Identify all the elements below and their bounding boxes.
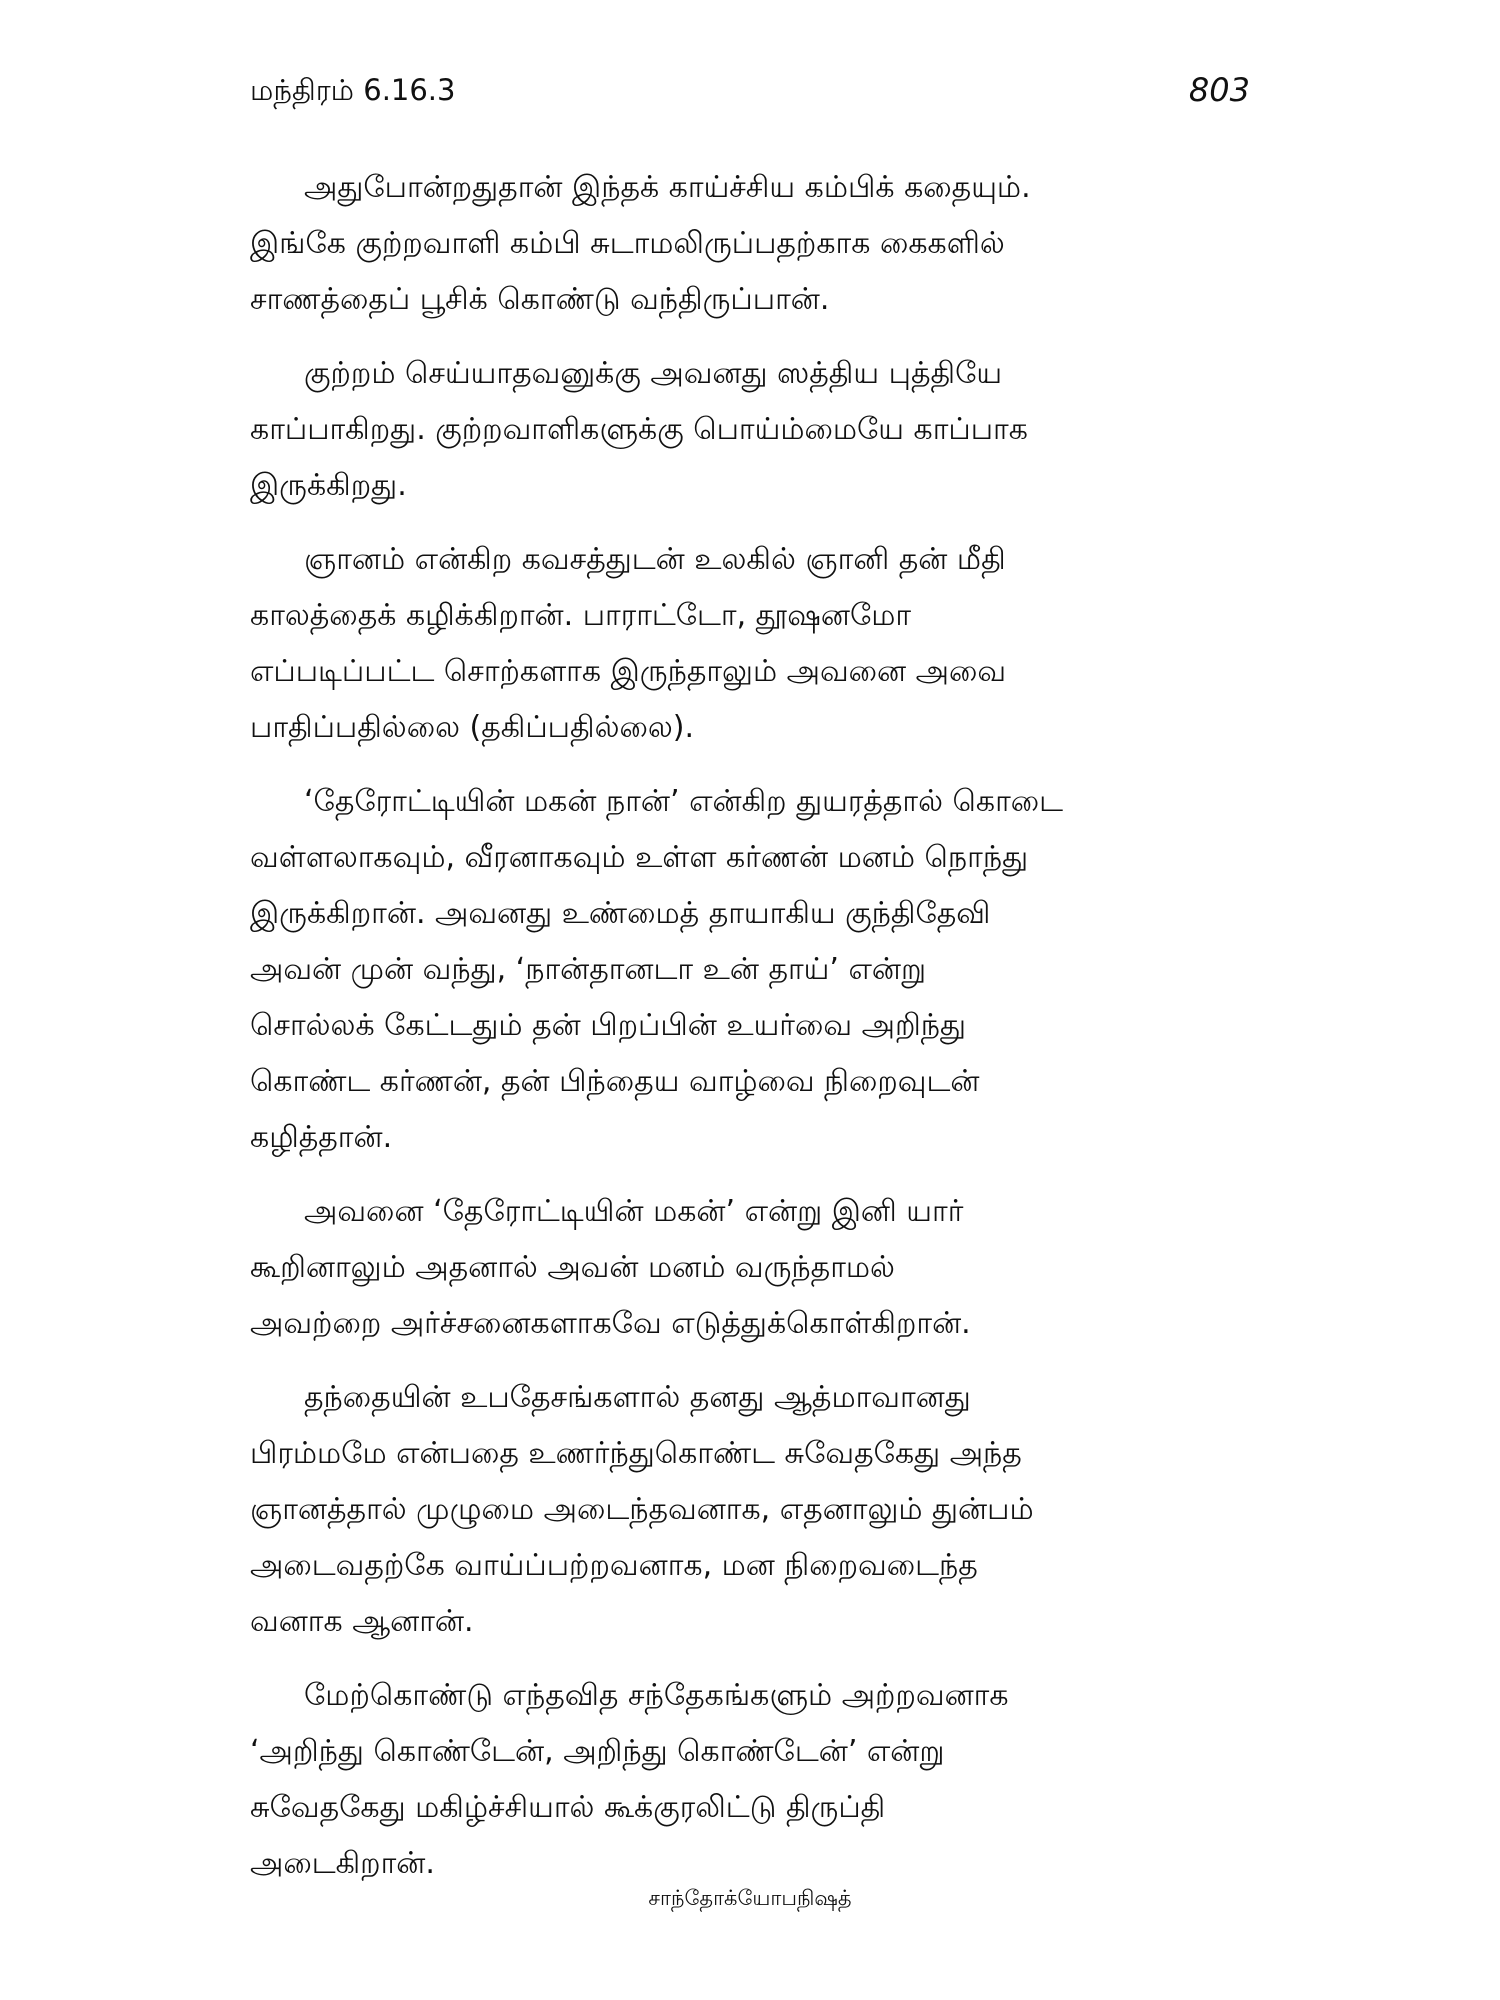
text-line: சொல்லக் கேட்டதும் தன் பிறப்பின் உயர்வை அறிந்து [250, 1008, 967, 1043]
paragraph [250, 532, 1250, 756]
text-line: பிரம்மமே என்பதை உணர்ந்துகொண்ட சுவேதகேது அந்த [250, 1436, 1022, 1471]
text-line: எப்படிப்பட்ட சொற்களாக இருந்தாலும் அவனை அவை [250, 654, 1007, 689]
text-line: அவற்றை அர்ச்சனைகளாகவே எடுத்துக்கொள்கிறான். [250, 1306, 971, 1341]
paragraph [250, 1668, 1250, 1892]
text-line: வனாக ஆனான். [250, 1604, 474, 1639]
text-line: சுவேதகேது மகிழ்ச்சியால் கூக்குரலிட்டு திருப்தி [250, 1790, 886, 1825]
text-line: தந்தையின் உபதேசங்களால் தனது ஆத்மாவானது [304, 1380, 971, 1415]
paragraph [250, 160, 1250, 328]
text-line: ‘அறிந்து கொண்டேன், அறிந்து கொண்டேன்’ என்று [250, 1734, 945, 1769]
text-line: பாதிப்பதில்லை (தகிப்பதில்லை). [250, 710, 695, 745]
paragraph [250, 1184, 1250, 1352]
text-line: அடைவதற்கே வாய்ப்பற்றவனாக, மன நிறைவடைந்த [250, 1548, 978, 1583]
paragraph [250, 1370, 1250, 1650]
text-line: காலத்தைக் கழிக்கிறான். பாராட்டோ, தூஷனமோ [250, 598, 912, 633]
running-header [250, 62, 1250, 118]
text-line: ஞானத்தால் முழுமை அடைந்தவனாக, எதனாலும் துன்பம் [250, 1492, 1034, 1527]
text-line: கொண்ட கர்ணன், தன் பிந்தைய வாழ்வை நிறைவுடன் [250, 1064, 980, 1099]
text-line: அடைகிறான். [250, 1846, 435, 1881]
text-line: அவன் முன் வந்து, ‘நான்தானடா உன் தாய்’ என்று [250, 952, 927, 987]
page-number: 803 [1188, 71, 1250, 109]
page-body [250, 160, 1250, 1910]
text-line: வள்ளலாகவும், வீரனாகவும் உள்ள கர்ணன் மனம் நொந்து [250, 840, 1029, 875]
text-line: இருக்கிறது. [250, 468, 407, 503]
text-line: அவனை ‘தேரோட்டியின் மகன்’ என்று இனி யார் [304, 1194, 964, 1229]
book-title-footer: சாந்தோக்யோபநிஷத் [648, 1886, 852, 1910]
text-line: கூறினாலும் அதனால் அவன் மனம் வருந்தாமல் [250, 1250, 895, 1285]
paragraph [250, 774, 1250, 1166]
text-line: இங்கே குற்றவாளி கம்பி சுடாமலிருப்பதற்காக கைகளில் [250, 226, 1005, 261]
text-line: இருக்கிறான். அவனது உண்மைத் தாயாகிய குந்திதேவி [250, 896, 991, 931]
text-line: காப்பாகிறது. குற்றவாளிகளுக்கு பொய்ம்மையே காப்பாக [250, 412, 1028, 447]
text-line: ‘தேரோட்டியின் மகன் நான்’ என்கிற துயரத்தால் கொடை [304, 784, 1064, 819]
text-line: ஞானம் என்கிற கவசத்துடன் உலகில் ஞானி தன் மீதி [304, 542, 1006, 577]
section-reference: மந்திரம் 6.16.3 [250, 73, 456, 107]
text-line: குற்றம் செய்யாதவனுக்கு அவனது ஸத்திய புத்தியே [304, 356, 1003, 391]
text-line: அதுபோன்றதுதான் இந்தக் காய்ச்சிய கம்பிக் கதையும். [304, 170, 1031, 205]
text-line: கழித்தான். [250, 1120, 393, 1155]
paragraph [250, 346, 1250, 514]
text-line: சாணத்தைப் பூசிக் கொண்டு வந்திருப்பான். [250, 282, 830, 317]
text-line: மேற்கொண்டு எந்தவித சந்தேகங்களும் அற்றவனாக [304, 1678, 1009, 1713]
